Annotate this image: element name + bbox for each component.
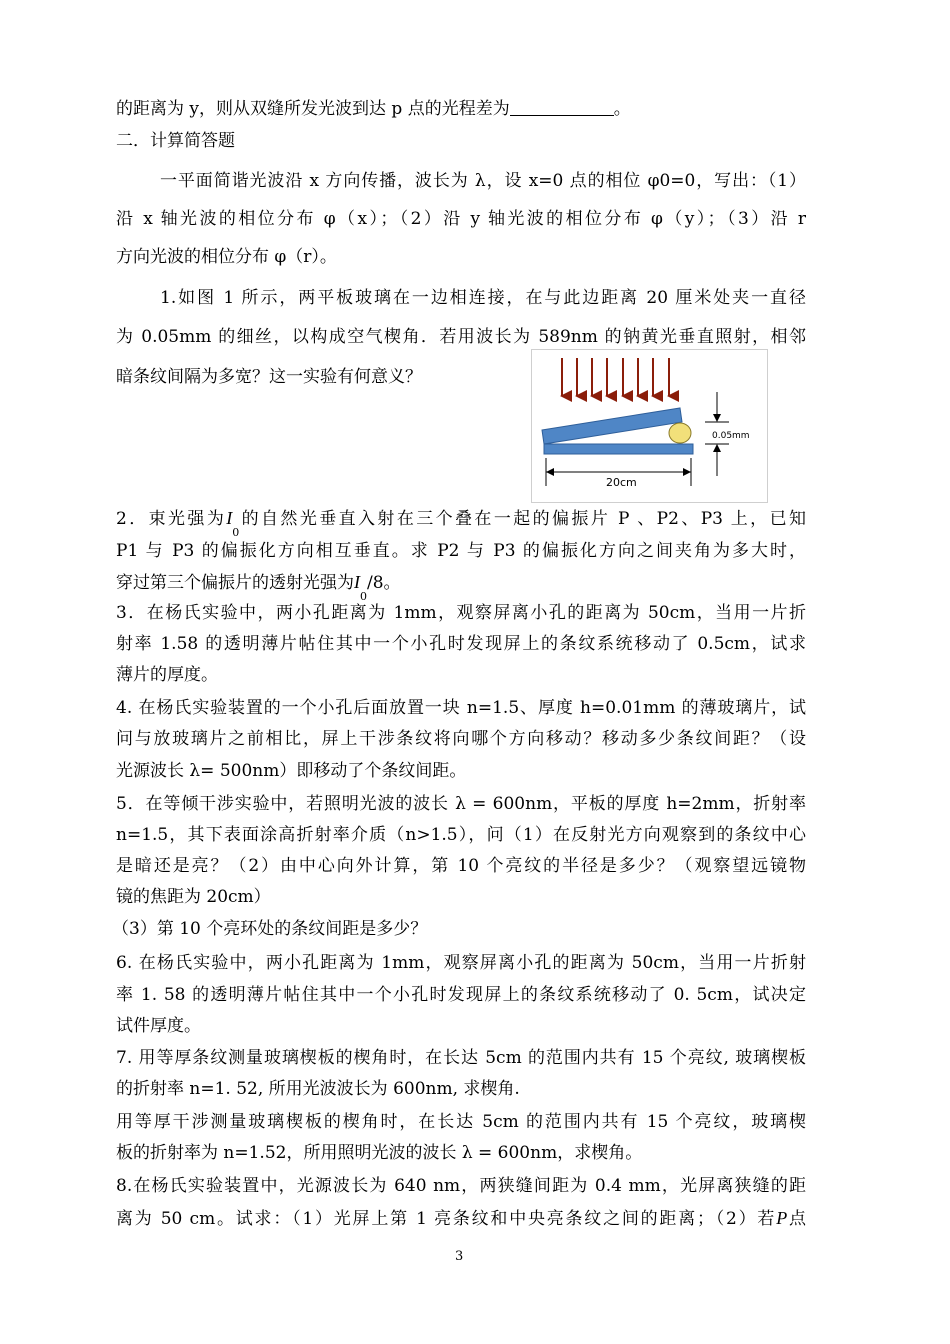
math-symbol: I [226, 508, 233, 528]
thickness-label: 0.05mm [712, 431, 750, 441]
arrow-right-icon [683, 468, 691, 476]
q1-line-3: 暗条纹间隔为多宽？这一实验有何意义？ [116, 367, 422, 387]
q2-line-3 [116, 571, 401, 603]
q0-line-1: 一平面简谐光波沿 x 方向传播，波长为 λ，设 x=0 点的相位 φ0=0，写出：（1） [160, 171, 806, 191]
section-heading: 二．计算简答题 [116, 131, 235, 151]
q0-line-2: 沿 x 轴光波的相位分布 φ（x）；（2）沿 y 轴光波的相位分布 φ（y）；（3）沿 r [116, 209, 806, 229]
q3-line-1: 3．在杨氏实验中，两小孔距离为 1mm，观察屏离小孔的距离为 50cm，当用一片折 [116, 603, 806, 623]
text: 2．束光强为 [116, 509, 227, 529]
arrow-up-icon [713, 444, 721, 452]
length-label: 20cm [606, 476, 637, 489]
lower-glass-plate [544, 444, 693, 454]
math-symbol: I [354, 572, 360, 592]
q5-line-1: 5．在等倾干涉实验中，若照明光波的波长 λ = 600nm，平板的厚度 h=2mm，折射率 [116, 794, 806, 814]
figure-air-wedge [531, 349, 768, 503]
q5-line-3: 是暗还是亮？（2）由中心向外计算，第 10 个亮纹的半径是多少？（观察望远镜物 [116, 856, 806, 876]
q1-line-2: 为 0.05mm 的细丝，以构成空气楔角．若用波长为 589nm 的钠黄光垂直照射，相邻 [116, 327, 806, 347]
incident-light-arrows [562, 358, 669, 396]
text: 穿过第三个偏振片的透射光强为 [116, 573, 354, 593]
arrow-left-icon [546, 468, 554, 476]
q7-line-2: 的折射率 n=1. 52, 所用光波波长为 600nm, 求楔角. [116, 1079, 520, 1099]
air-wedge-diagram [532, 350, 767, 502]
q6-line-3: 试件厚度。 [116, 1016, 201, 1036]
text: 点 [787, 1209, 806, 1229]
subscript: 0 [232, 526, 240, 539]
subscript: 0 [360, 590, 367, 603]
text: 离为 50 cm。试求：（1）光屏上第 1 亮条纹和中央亮条纹之间的距离；（2）若 [116, 1209, 777, 1229]
arrow-down-icon [713, 414, 721, 422]
thin-wire [669, 423, 691, 443]
q4-line-2: 问与放玻璃片之前相比，屏上干涉条纹将向哪个方向移动？移动多少条纹间距？（设 [116, 729, 806, 749]
upper-glass-plate [542, 408, 682, 444]
q6-line-1: 6. 在杨氏实验中，两小孔距离为 1mm，观察屏离小孔的距离为 50cm，当用一片折射 [116, 953, 806, 973]
math-symbol: P [776, 1208, 788, 1228]
page-number: 3 [455, 1249, 464, 1264]
q5-line-2: n=1.5，其下表面涂高折射率介质（n>1.5），问（1）在反射光方向观察到的条纹中心 [116, 825, 806, 845]
q8-line-1: 8.在杨氏实验装置中，光源波长为 640 nm，两狭缝间距为 0.4 mm，光屏离狭缝的距 [116, 1176, 806, 1196]
q3-line-3: 薄片的厚度。 [116, 665, 218, 685]
q4-line-3: 光源波长 λ= 500nm）即移动了个条纹间距。 [116, 761, 467, 781]
text: 的距离为 y，则从双缝所发光波到达 p 点的光程差为 [116, 99, 510, 119]
text: 的自然光垂直入射在三个叠在一起的偏振片 P 、P2、P3 上，已知 [239, 509, 806, 529]
q5-line-4: 镜的焦距为 20cm） [116, 887, 271, 907]
text: /8。 [367, 573, 401, 593]
q4-line-1: 4. 在杨氏实验装置的一个小孔后面放置一块 n=1.5、厚度 h=0.01mm 的薄玻璃片，试 [116, 698, 806, 718]
q2-line-2: P1 与 P3 的偏振化方向相互垂直。求 P2 与 P3 的偏振化方向之间夹角为多大时， [116, 541, 806, 561]
q2-line-1 [116, 507, 806, 539]
q6-line-2: 率 1. 58 的透明薄片帖住其中一个小孔时发现屏上的条纹系统移动了 0. 5cm，试决定 [116, 985, 806, 1005]
q3-line-2: 射率 1.58 的透明薄片帖住其中一个小孔时发现屏上的条纹系统移动了 0.5cm，试求 [116, 634, 806, 654]
q5-line-5: （3）第 10 个亮环处的条纹间距是多少？ [112, 919, 428, 939]
q1-line-1: 1.如图 1 所示，两平板玻璃在一边相连接，在与此边距离 20 厘米处夹一直径 [160, 288, 806, 308]
answer-blank [510, 99, 614, 116]
q7-line-1: 7. 用等厚条纹测量玻璃楔板的楔角时，在长达 5cm 的范围内共有 15 个亮纹, 玻璃楔板 [116, 1048, 806, 1068]
q7-line-3: 用等厚干涉测量玻璃楔板的楔角时，在长达 5cm 的范围内共有 15 个亮纹，玻璃楔 [116, 1112, 806, 1132]
q0-line-3: 方向光波的相位分布 φ（r）。 [116, 247, 337, 267]
q7-line-4: 板的折射率为 n=1.52，所用照明光波的波长 λ = 600nm，求楔角。 [116, 1143, 643, 1163]
line-1 [116, 98, 631, 120]
text: 。 [613, 99, 631, 119]
q8-line-2 [116, 1207, 806, 1230]
